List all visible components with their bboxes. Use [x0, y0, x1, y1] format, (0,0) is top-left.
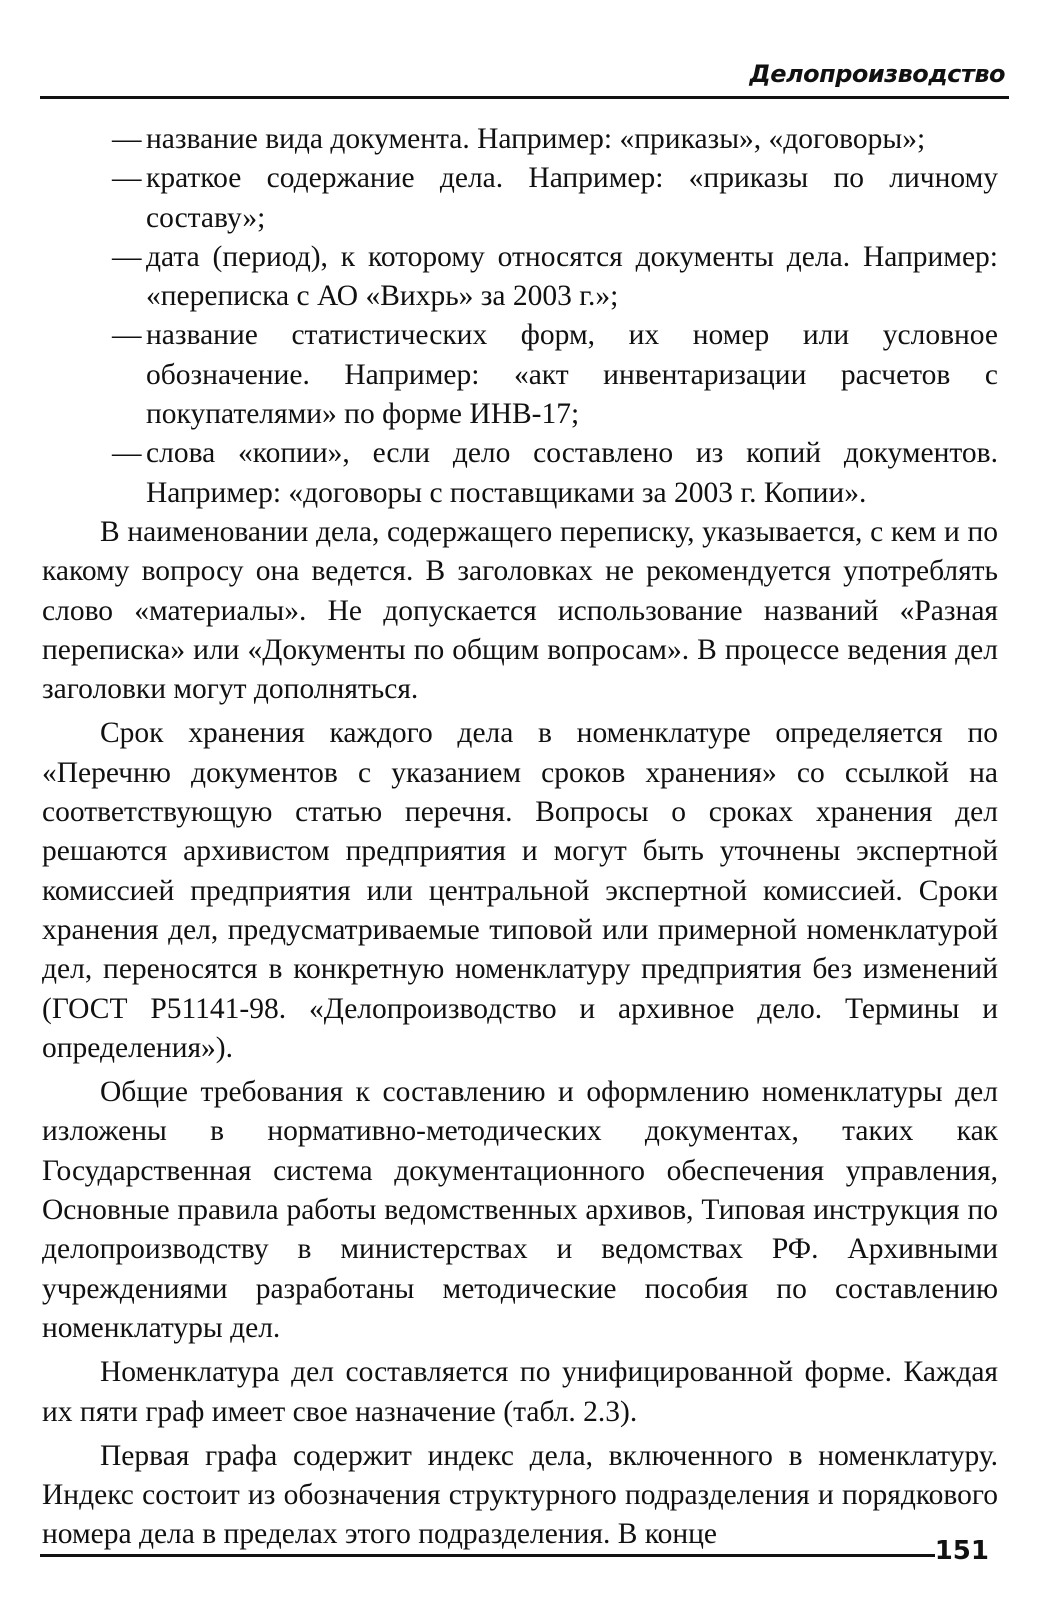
dash-list — [42, 120, 998, 513]
list-dash: — — [112, 437, 142, 470]
list-item-text: дата (период), к которому относятся документы дела. Например: «переписка с АО «Вихрь» за 2003 г.»; — [146, 240, 998, 313]
paragraph: Срок хранения каждого дела в номенклатуре определяется по «Перечню документов с указанием сроков хранения» со ссылкой на соответствующую статью перечня. Вопросы о сроках хранения дел решаются архивистом предприятия и могут быть уточнены экспертной комиссией предприятия или центральной экспертной комиссией. Сроки хранения дел, предусматриваемые типовой или примерной номенклатурой дел, переносятся в конкретную номенклатуру предприятия без изменений (ГОСТ Р51141-98. «Делопроизводство и архивное дело. Термины и определения»). — [42, 717, 998, 1064]
list-item — [42, 316, 998, 434]
list-dash: — — [112, 123, 142, 155]
list-dash: — — [112, 162, 142, 195]
page-number: 151 — [934, 1536, 989, 1566]
list-item-text: название статистических форм, их номер или условное обозначение. Например: «акт инвентаризации расчетов с покупателями» по форме ИНВ-17; — [146, 319, 998, 431]
list-item-text: краткое содержание дела. Например: «приказы по личному составу»; — [146, 162, 998, 234]
list-item — [42, 238, 998, 317]
list-item — [42, 159, 998, 238]
paragraph: Номенклатура дел составляется по унифицированной форме. Каждая их пяти граф имеет свое назначение (табл. 2.3). — [42, 1356, 998, 1428]
list-item-text: название вида документа. Например: «приказы», «договоры»; — [146, 123, 926, 155]
list-item — [42, 120, 998, 159]
list-dash: — — [112, 319, 142, 352]
header-rule — [40, 96, 1009, 99]
footer-rule — [40, 1554, 935, 1557]
running-header: Делопроизводство — [749, 60, 1005, 88]
body-text — [42, 120, 998, 1555]
list-dash: — — [112, 240, 142, 273]
paragraph: Общие требования к составлению и оформлению номенклатуры дел изложены в нормативно-методических документах, таких как Государственная система документационного обеспечения управления, Основные правила работы ведомственных архивов, Типовая инструкция по делопроизводству в министерствах и ведомствах РФ. Архивными учреждениями разработаны методические пособия по составлению номенклатуры дел. — [42, 1076, 998, 1344]
paragraph: В наименовании дела, содержащего переписку, указывается, с кем и по какому вопросу она ведется. В заголовках не рекомендуется употреблять слово «материалы». Не допускается использование названий «Разная переписка» или «Документы по общим вопросам». В процессе ведения дел заголовки могут дополняться. — [42, 515, 998, 706]
paragraph: Первая графа содержит индекс дела, включенного в номенклатуру. Индекс состоит из обозначения структурного подразделения и порядкового номера дела в пределах этого подразделения. В конце — [42, 1439, 998, 1551]
list-item-text: слова «копии», если дело составлено из копий документов. Например: «договоры с поставщиками за 2003 г. Копии». — [146, 437, 998, 509]
list-item — [42, 434, 998, 513]
